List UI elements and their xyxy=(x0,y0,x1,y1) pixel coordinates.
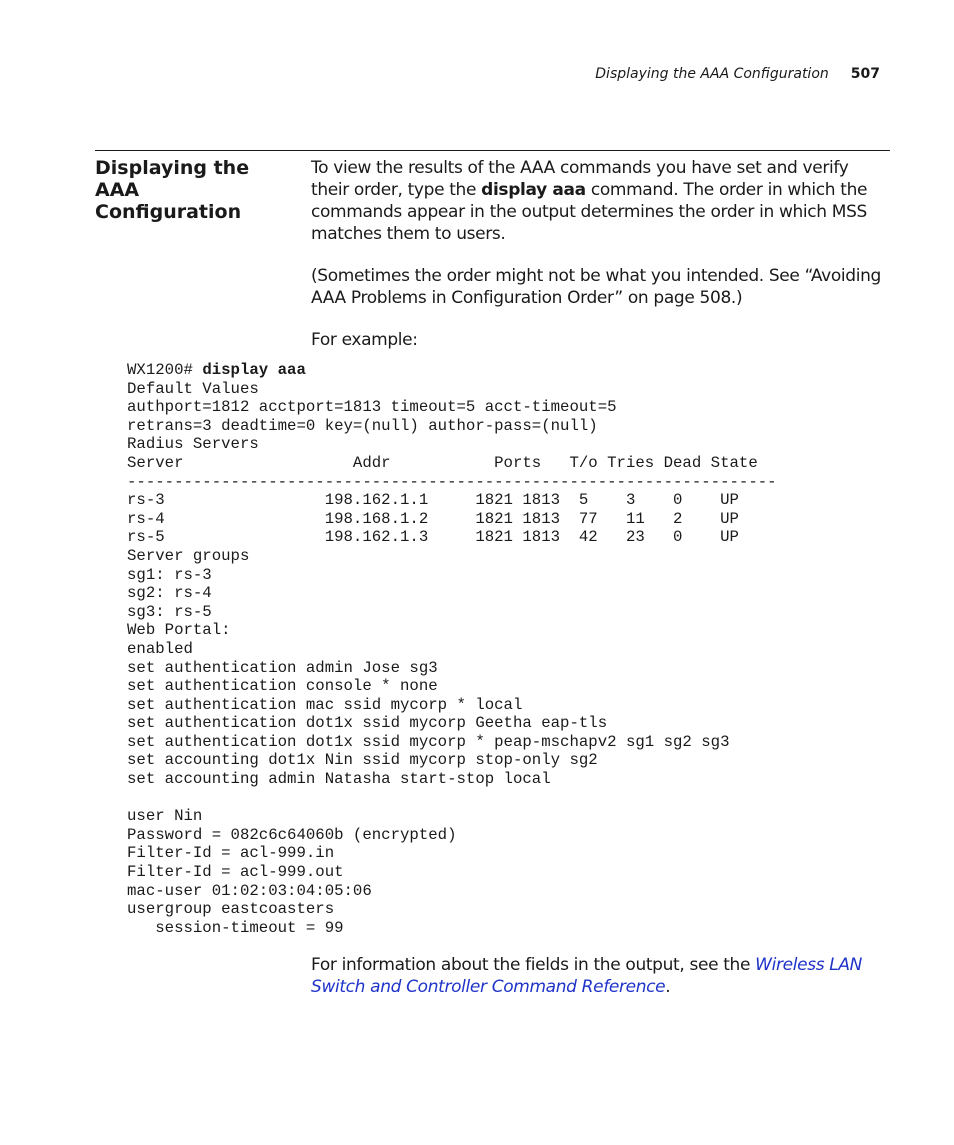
intro-command: display aaa xyxy=(481,180,586,200)
footer-text-pre: For information about the fields in the output, see the xyxy=(311,955,756,975)
section-heading xyxy=(95,157,295,223)
intro-text-pre: To view the results of the AAA commands you have set and verify their order, type the xyxy=(311,158,849,200)
command-reference-link[interactable]: Wireless LAN Switch and Controller Command Reference xyxy=(311,955,863,997)
section-heading-line1: Displaying the AAA xyxy=(95,157,250,201)
section-divider xyxy=(95,150,890,151)
intro-text-post: command. The order in which the commands appear in the output determines the order in which MSS matches them to users. xyxy=(311,180,868,244)
running-title: Displaying the AAA Configuration xyxy=(595,66,829,82)
code-listing xyxy=(127,361,777,937)
footer-paragraph xyxy=(311,954,886,998)
page-number: 507 xyxy=(850,66,880,82)
intro-paragraph xyxy=(311,157,886,245)
footer-text-post: . xyxy=(665,977,671,997)
code-prompt: WX1200# xyxy=(127,361,203,379)
note-paragraph: (Sometimes the order might not be what you intended. See “Avoiding AAA Problems in Configuration Order” on page 508.) xyxy=(311,266,881,308)
code-command: display aaa xyxy=(202,361,306,379)
section-heading-line2: Configuration xyxy=(95,201,242,223)
running-header xyxy=(595,66,880,82)
example-label: For example: xyxy=(311,330,418,350)
code-output: Default Values authport=1812 acctport=1813 timeout=5 acct-timeout=5 retrans=3 deadtime=0 key=(null) author-pass=(null) Radius Servers Server Addr Ports T/o Tries Dead State --------------------------------------------------------------------- rs-3 198.162.1.1 1821 1813 5 3 0 UP rs-4 198.168.1.2 1821 1813 77 11 2 UP rs-5 198.162.1.3 1821 1813 42 23 0 UP Server groups sg1: rs-3 sg2: rs-4 sg3: rs-5 Web Portal: enabled set authentication admin Jose sg3 set authentication console * none set authentication mac ssid mycorp * local set authentication dot1x ssid mycorp Geetha eap-tls set authentication dot1x ssid mycorp * peap-mschapv2 sg1 sg2 sg3 set accounting dot1x Nin ssid mycorp stop-only sg2 set accounting admin Natasha start-stop local user Nin Password = 082c6c64060b (encrypted) Filter-Id = acl-999.in Filter-Id = acl-999.out mac-user 01:02:03:04:05:06 usergroup eastcoasters session-timeout = 99 xyxy=(127,379,777,937)
